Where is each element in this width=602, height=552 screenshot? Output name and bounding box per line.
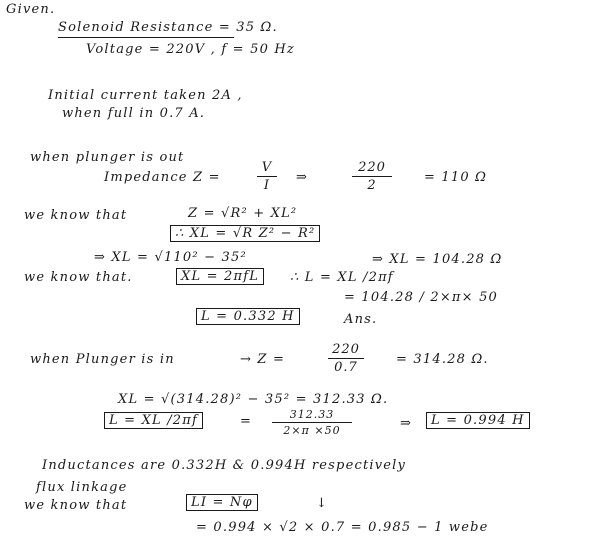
fraction-bar xyxy=(328,358,364,359)
solenoid-underline xyxy=(58,37,234,38)
xl-2-calculation: XL = √(314.28)² − 35² = 312.33 Ω. xyxy=(118,392,389,407)
xl-formula-box: ∴ XL = √R Z² − R² xyxy=(170,225,320,242)
fraction-bar xyxy=(257,176,277,177)
we-know-that-3: we know that xyxy=(24,498,128,513)
initial-current: Initial current taken 2A , xyxy=(48,88,243,103)
impedance-2-result: = 314.28 Ω. xyxy=(396,352,489,367)
full-in-current: when full in 0.7 A. xyxy=(62,106,206,121)
we-know-that-1: we know that xyxy=(24,208,128,223)
impedance-formula: Z = √R² + XL² xyxy=(188,206,298,221)
equals-sign: = xyxy=(240,414,253,429)
fraction-numerator: 312.33 xyxy=(289,408,335,421)
impedance-2-label: → Z = xyxy=(240,352,286,367)
v-over-i-fraction xyxy=(257,160,277,193)
inductance-calculation: = 104.28 / 2×π× 50 xyxy=(344,290,499,305)
fraction-bar xyxy=(352,176,392,177)
xl-2pifl-box: XL = 2πfL xyxy=(176,268,264,285)
fraction-numerator: 220 xyxy=(358,160,386,175)
given-label: Given. xyxy=(6,2,56,17)
down-arrow: ↓ xyxy=(316,496,329,511)
inductance-result-2: L = 0.994 H xyxy=(426,412,530,429)
implies-arrow: ⇒ xyxy=(296,170,309,185)
inductances-summary: Inductances are 0.332H & 0.994H respectively xyxy=(42,458,407,473)
fraction-denominator: 0.7 xyxy=(334,360,358,375)
xl-result: ⇒ XL = 104.28 Ω xyxy=(372,252,503,267)
solenoid-resistance: Solenoid Resistance = 35 Ω. xyxy=(58,20,278,35)
220-over-0.7-fraction xyxy=(328,342,364,375)
implies-arrow-2: ⇒ xyxy=(400,416,413,431)
220-over-2-fraction xyxy=(352,160,392,193)
flux-linkage-label: flux linkage xyxy=(36,480,128,495)
fraction-bar xyxy=(272,422,352,423)
inductance-2-formula-box: L = XL /2πf xyxy=(104,412,203,429)
fraction-numerator: 220 xyxy=(332,342,360,357)
fraction-numerator: V xyxy=(261,160,273,175)
fraction-denominator: 2 xyxy=(367,178,377,193)
fraction-denominator: I xyxy=(263,178,271,193)
plunger-out-heading: when plunger is out xyxy=(30,150,185,165)
inductance-formula: ∴ L = XL /2πf xyxy=(290,270,394,285)
inductance-result-1: L = 0.332 H xyxy=(196,308,300,325)
impedance-result: = 110 Ω xyxy=(424,170,488,185)
we-know-that-2: we know that. xyxy=(24,270,133,285)
inductance-2-fraction xyxy=(272,408,352,437)
answer-label: Ans. xyxy=(344,312,378,327)
impedance-label: Impedance Z = xyxy=(104,170,221,185)
flux-final-calculation: = 0.994 × √2 × 0.7 = 0.985 − 1 webe xyxy=(196,520,489,535)
voltage-frequency: Voltage = 220V , f = 50 Hz xyxy=(86,42,295,57)
xl-calculation: ⇒ XL = √110² − 35² xyxy=(94,250,247,265)
flux-formula-box: LI = Nφ xyxy=(186,494,258,511)
fraction-denominator: 2×π ×50 xyxy=(283,424,341,437)
plunger-in-heading: when Plunger is in xyxy=(30,352,175,367)
